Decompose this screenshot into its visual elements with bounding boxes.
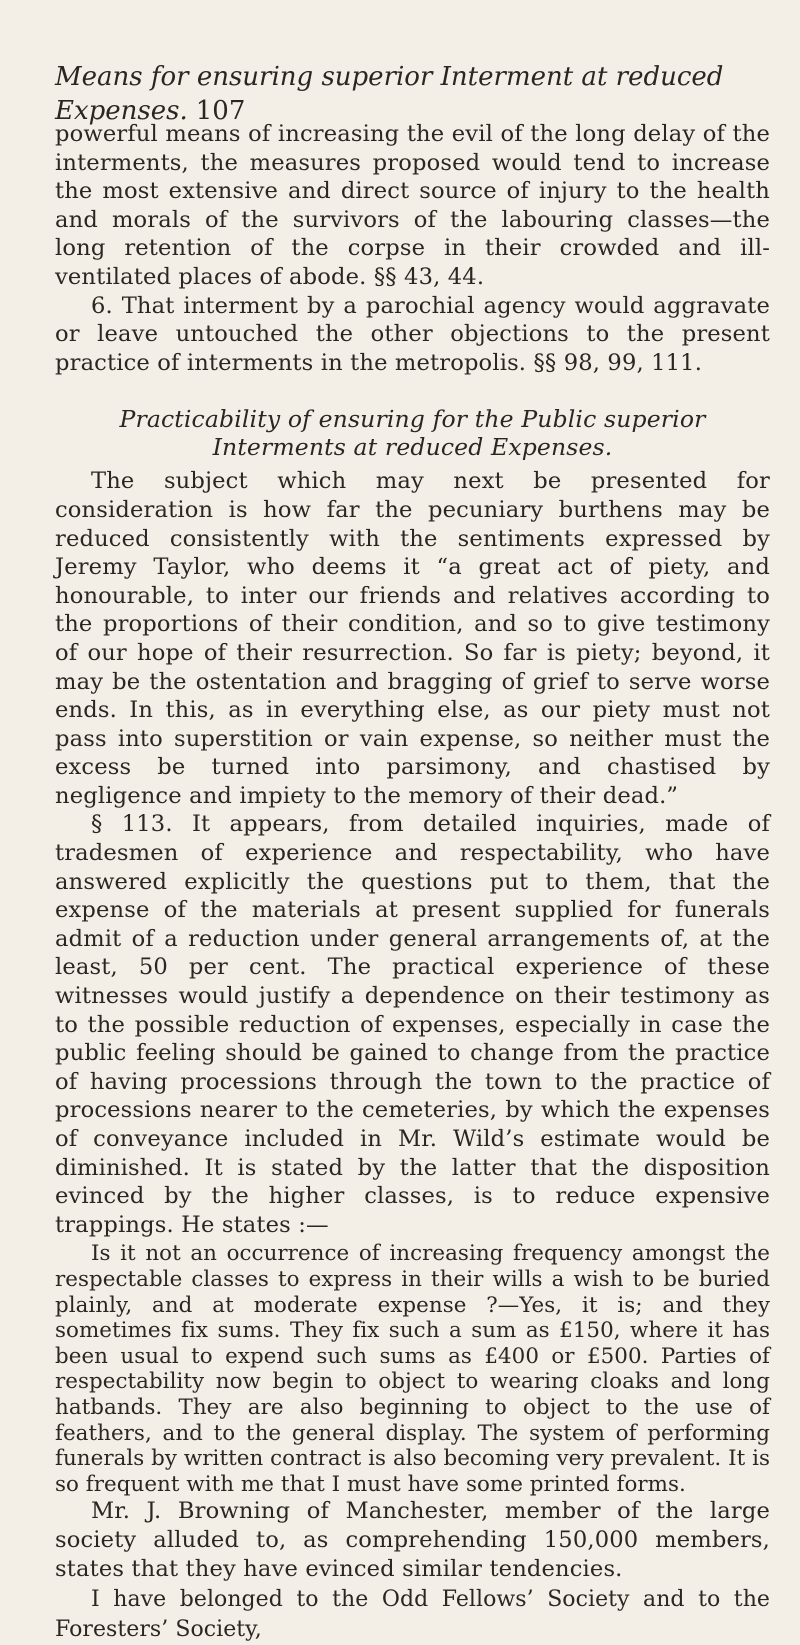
- section-heading: Practicability of ensuring for the Public superior Interments at reduced Expenses.: [119, 405, 706, 462]
- page-number: 107: [195, 96, 246, 126]
- quoted-testimony-odd-fellows: I have belonged to the Odd Fellows’ Society and to the Foresters’ Society,: [55, 1587, 770, 1643]
- running-header: [55, 60, 770, 128]
- paragraph-jeremy-taylor: The subject which may next be presented for consideration is how far the pecuniary burthens may be reduced consistently with the sentiments expressed by Jeremy Taylor, who deems it “a great act of piety, and honourable, to inter our friends and relatives according to the proportions of their condition, and so to give testimony of our hope of their resurrection. So far is piety; beyond, it may be the ostentation and bragging of grief to serve worse ends. In this, as in everything else, as our piety must not pass into superstition or vain expense, so neither must the excess be turned into parsimony, and chastised by negligence and impiety to the memory of their dead.”: [55, 468, 770, 809]
- paragraph-point-6: 6. That interment by a parochial agency would aggravate or leave untouched the other objections to the present practice of interments in the metropolis. §§ 98, 99, 111.: [55, 292, 770, 376]
- paragraph-section-113: § 113. It appears, from detailed inquiries, made of tradesmen of experience and respectability, who have answered explicitly the questions put to them, that the expense of the materials at present supplied for funerals admit of a reduction under general arrangements of, at the least, 50 per cent. The practical experience of these witnesses would justify a dependence on their testimony as to the possible reduction of expenses, especially in case the public feeling should be gained to change from the practice of having processions through the town to the practice of processions nearer to the cemeteries, by which the expenses of conveyance included in Mr. Wild’s estimate would be diminished. It is stated by the latter that the disposition evinced by the higher classes, is to reduce expensive trappings. He states :—: [55, 811, 770, 1238]
- paragraph-browning: Mr. J. Browning of Manchester, member of the large society alluded to, as comprehending 150,000 members, states that they have evinced similar tendencies.: [55, 1498, 770, 1582]
- page-body: [55, 120, 770, 1645]
- paragraph-continued: powerful means of increasing the evil of the long delay of the interments, the measures proposed would tend to increase the most extensive and direct source of injury to the health and morals of the survivors of the labouring classes—the long retention of the corpse in their crowded and ill-ventilated places of abode. §§ 43, 44.: [55, 121, 770, 290]
- quoted-testimony: Is it not an occurrence of increasing frequency amongst the respectable classes to express in their wills a wish to be buried plainly, and at moderate expense ?—Yes, it is; and they sometimes fix sums. They fix such a sum as £150, where it has been usual to expend such sums as £400 or £500. Parties of respectability now begin to object to wearing cloaks and long hatbands. They are also beginning to object to the use of feathers, and to the general display. The system of performing funerals by written contract is also becoming very prevalent. It is so frequent with me that I must have some printed forms.: [55, 1241, 770, 1497]
- running-title: Means for ensuring superior Interment at reduced Expenses.: [55, 62, 724, 126]
